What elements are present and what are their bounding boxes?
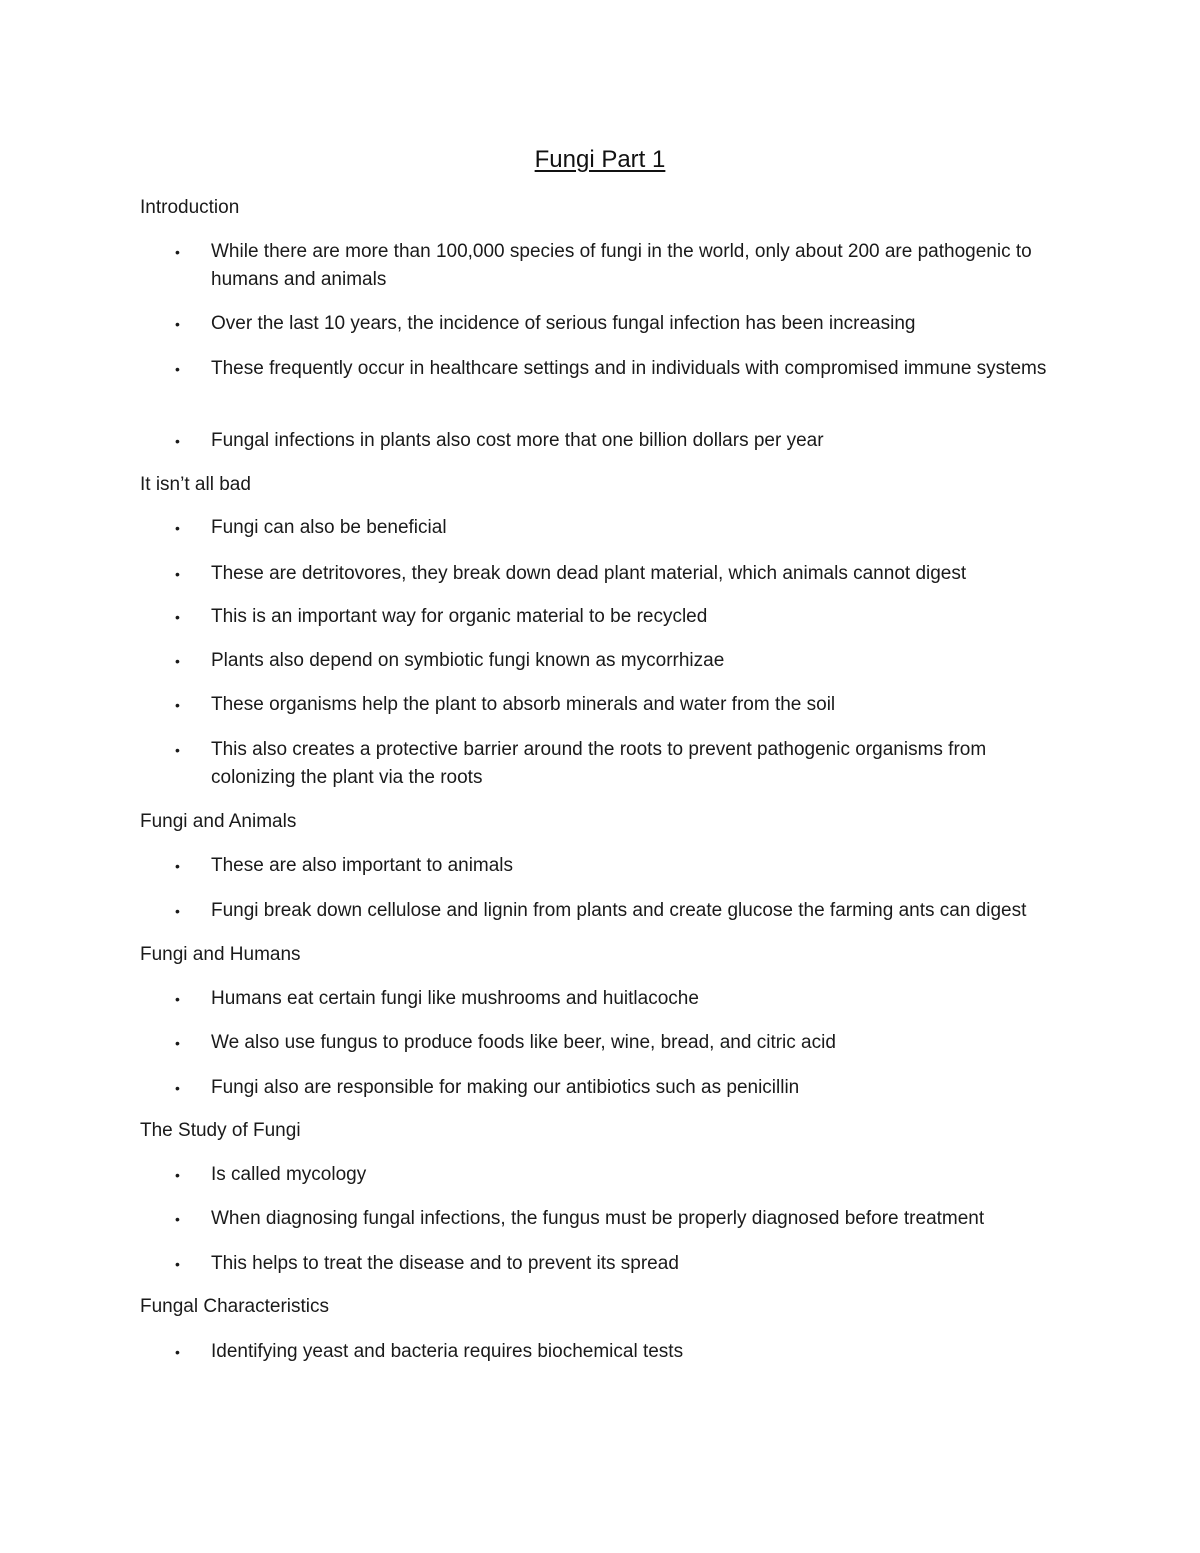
section-heading-introduction: Introduction: [140, 197, 240, 218]
bullet-icon: •: [175, 433, 180, 449]
section-heading-fungi-and-animals: Fungi and Animals: [140, 811, 297, 832]
list-item: [175, 310, 1075, 338]
bullet-icon: •: [175, 361, 180, 377]
list-item: [175, 1029, 1075, 1057]
list-item: [175, 736, 1075, 792]
document-title: Fungi Part 1: [534, 146, 666, 173]
bullet-icon: •: [175, 653, 180, 669]
list-item-text: These organisms help the plant to absorb minerals and water from the soil: [211, 694, 836, 715]
section-heading-fungi-and-humans: Fungi and Humans: [140, 944, 301, 965]
section-heading-fungal-characteristics: Fungal Characteristics: [140, 1296, 330, 1317]
list-item: [175, 1338, 1075, 1366]
list-item: [175, 1250, 1075, 1278]
bullet-icon: •: [175, 903, 180, 919]
list-item: [175, 985, 1075, 1013]
list-item-text: Identifying yeast and bacteria requires biochemical tests: [211, 1341, 684, 1362]
list-item: [175, 1205, 1075, 1233]
bullet-icon: •: [175, 316, 180, 332]
list-item-text: Is called mycology: [211, 1164, 367, 1185]
list-item-text: Fungi also are responsible for making our antibiotics such as penicillin: [211, 1077, 800, 1098]
list-item: [175, 852, 1075, 880]
list-item-text: This is an important way for organic material to be recycled: [211, 606, 708, 627]
list-item: [175, 1074, 1075, 1102]
list-item: [175, 603, 1075, 631]
bullet-icon: •: [175, 697, 180, 713]
list-item: [175, 514, 1075, 542]
bullet-icon: •: [175, 244, 180, 260]
list-item-text: Fungi break down cellulose and lignin from plants and create glucose the farming ants can digest: [211, 900, 1027, 921]
bullet-icon: •: [175, 742, 180, 758]
list-item: [175, 1161, 1075, 1189]
list-item: [175, 560, 1075, 588]
list-item-text: Humans eat certain fungi like mushrooms and huitlacoche: [211, 988, 699, 1009]
list-item-text: These are also important to animals: [211, 855, 514, 876]
list-item: [175, 238, 1075, 294]
list-item-text: This also creates a protective barrier around the roots to prevent pathogenic organisms from colonizing the plant via the roots: [211, 739, 987, 788]
section-heading-the-study-of-fungi: The Study of Fungi: [140, 1120, 301, 1141]
bullet-icon: •: [175, 1256, 180, 1272]
list-item-text: Plants also depend on symbiotic fungi known as mycorrhizae: [211, 650, 725, 671]
bullet-icon: •: [175, 1035, 180, 1051]
section-heading-it-isnt-all-bad: It isn’t all bad: [140, 474, 251, 495]
list-item-text: These are detritovores, they break down dead plant material, which animals cannot digest: [211, 563, 967, 584]
list-item-text: Fungi can also be beneficial: [211, 517, 447, 538]
bullet-icon: •: [175, 1167, 180, 1183]
list-item-text: When diagnosing fungal infections, the fungus must be properly diagnosed before treatment: [211, 1208, 985, 1229]
bullet-icon: •: [175, 1080, 180, 1096]
bullet-icon: •: [175, 1211, 180, 1227]
list-item: [175, 691, 1075, 719]
list-item: [175, 355, 1075, 383]
list-item-text: Over the last 10 years, the incidence of serious fungal infection has been increasing: [211, 313, 916, 334]
bullet-icon: •: [175, 1344, 180, 1360]
bullet-icon: •: [175, 858, 180, 874]
list-item-text: While there are more than 100,000 species of fungi in the world, only about 200 are pathogenic to humans and animals: [211, 241, 1032, 290]
list-item: [175, 427, 1075, 455]
list-item-text: We also use fungus to produce foods like beer, wine, bread, and citric acid: [211, 1032, 836, 1053]
list-item-text: This helps to treat the disease and to prevent its spread: [211, 1253, 679, 1274]
bullet-icon: •: [175, 566, 180, 582]
bullet-icon: •: [175, 609, 180, 625]
list-item-text: Fungal infections in plants also cost more that one billion dollars per year: [211, 430, 824, 451]
list-item: [175, 897, 1135, 925]
list-item: [175, 647, 1075, 675]
bullet-icon: •: [175, 991, 180, 1007]
bullet-icon: •: [175, 520, 180, 536]
list-item-text: These frequently occur in healthcare settings and in individuals with compromised immune systems: [211, 358, 1047, 379]
